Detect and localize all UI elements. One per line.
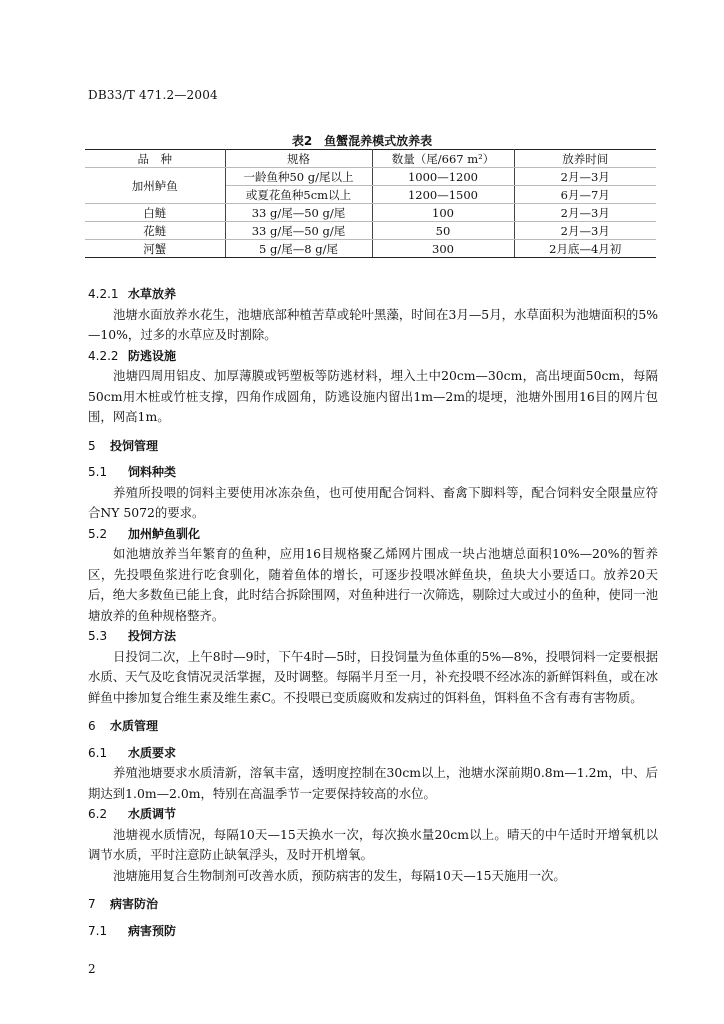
table-header-row <box>85 150 656 168</box>
section-heading: 5.3 投饲方法 <box>88 629 177 643</box>
species-cell: 花鲢 <box>85 222 225 240</box>
paragraph: 池塘四周用铝皮、加厚薄膜或钙塑板等防逃材料，埋入土中20cm—30cm，高出埂面50cm，每隔50cm用木桩或竹桩支撑，四角作成圆角，防逃设施内留出1m—2m的堤埂，池塘外围用16目的网片包围，网高1m。 <box>88 368 658 424</box>
quantity-cell: 100 <box>372 204 514 222</box>
quantity-cell: 50 <box>372 222 514 240</box>
time-cell: 2月底—4月初 <box>514 240 656 258</box>
header-time: 放养时间 <box>514 150 656 168</box>
chapter-heading: 5 投饲管理 <box>88 438 159 453</box>
table-row <box>85 204 656 222</box>
section-heading: 4.2.1 水草放养 <box>88 287 177 301</box>
species-cell: 白鲢 <box>85 204 225 222</box>
spec-cell: 一龄鱼种50 g/尾以上 <box>225 168 372 186</box>
spec-cell: 33 g/尾—50 g/尾 <box>225 204 372 222</box>
section-heading: 5.1 饲料种类 <box>88 465 177 479</box>
species-cell: 加州鲈鱼 <box>85 168 225 204</box>
spec-cell: 或夏花鱼种5cm以上 <box>225 186 372 204</box>
table-row <box>85 240 656 258</box>
quantity-cell: 300 <box>372 240 514 258</box>
time-cell: 6月—7月 <box>514 186 656 204</box>
time-cell: 2月—3月 <box>514 168 656 186</box>
quantity-cell: 1200—1500 <box>372 186 514 204</box>
section-heading: 7.1 病害预防 <box>88 923 177 938</box>
page-number: 2 <box>88 962 96 976</box>
stocking-table <box>85 149 656 258</box>
chapter-heading: 6 水质管理 <box>88 719 159 733</box>
paragraph: 养殖所投喂的饲料主要使用冰冻杂鱼，也可使用配合饲料、畜禽下脚料等，配合饲料安全限量应符合NY 5072的要求。 <box>88 484 658 520</box>
quantity-cell: 1000—1200 <box>372 168 514 186</box>
paragraph: 池塘水面放养水花生，池塘底部种植苦草或轮叶黑藻，时间在3月—5月，水草面积为池塘面积的5%—10%，过多的水草应及时割除。 <box>88 306 658 342</box>
paragraph: 池塘施用复合生物制剂可改善水质，预防病害的发生，每隔10天—15天施用一次。 <box>113 867 566 883</box>
body-content <box>88 284 658 941</box>
table-row <box>85 222 656 240</box>
table-title: 表2 鱼蟹混养模式放养表 <box>291 134 433 148</box>
document-code: DB33/T 471.2—2004 <box>88 88 218 102</box>
chapter-heading: 7 病害防治 <box>88 897 159 911</box>
section-heading: 6.2 水质调节 <box>88 807 177 821</box>
spec-cell: 5 g/尾—8 g/尾 <box>225 240 372 258</box>
paragraph: 池塘视水质情况，每隔10天—15天换水一次，每次换水量20cm以上。晴天的中午适时开增氧机以调节水质，平时注意防止缺氧浮头，及时开机增氧。 <box>88 826 658 862</box>
spec-cell: 33 g/尾—50 g/尾 <box>225 222 372 240</box>
paragraph: 如池塘放养当年繁育的鱼种，应用16目规格聚乙烯网片围成一块占池塘总面积10%—20%的暂养区，先投喂鱼浆进行吃食驯化，随着鱼体的增长，可逐步投喂冰鲜鱼块，鱼块大小要适口。放养20天后，绝大多数鱼已能上食，此时结合拆除围网，对鱼种进行一次筛选，剔除过大或过小的鱼种，使同一池塘放养的鱼种规格整齐。 <box>88 546 658 623</box>
paragraph: 日投饲二次，上午8时—9时，下午4时—5时，日投饲量为鱼体重的5%—8%，投喂饲料一定要根据水质、天气及吃食情况灵活掌握，及时调整。每隔半月至一月，补充投喂不经冰冻的新鲜饵料鱼，或在冰鲜鱼中掺加复合维生素及维生素C。不投喂已变质腐败和发病过的饵料鱼，饵料鱼不含有毒有害物质。 <box>88 648 658 705</box>
table-row <box>85 168 656 186</box>
header-quantity: 数量（尾/667 m²） <box>372 150 514 168</box>
species-cell: 河蟹 <box>85 240 225 258</box>
time-cell: 2月—3月 <box>514 222 656 240</box>
section-heading: 4.2.2 防逃设施 <box>88 348 177 363</box>
header-spec: 规格 <box>225 150 372 168</box>
time-cell: 2月—3月 <box>514 204 656 222</box>
paragraph: 养殖池塘要求水质清新，溶氧丰富，透明度控制在30cm以上，池塘水深前期0.8m—1.2m，中、后期达到1.0m—2.0m，特别在高温季节一定要保持较高的水位。 <box>88 765 658 801</box>
section-heading: 5.2 加州鲈鱼驯化 <box>88 526 201 541</box>
header-species: 品 种 <box>85 150 225 168</box>
section-heading: 6.1 水质要求 <box>88 745 177 760</box>
